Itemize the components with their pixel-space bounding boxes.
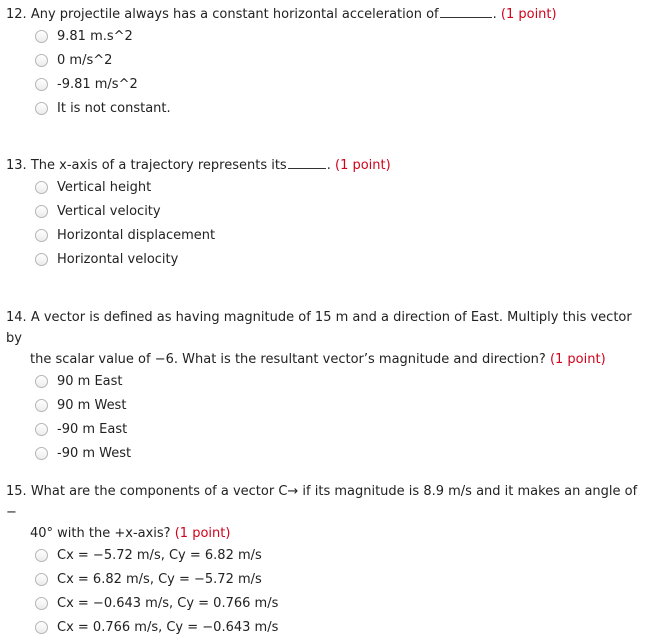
option-15-d[interactable] [6,616,646,640]
radio-button[interactable] [35,549,48,562]
question-13 [6,155,646,272]
option-label: Vertical height [57,180,152,195]
option-14-c[interactable] [6,418,646,442]
radio-button[interactable] [35,102,48,115]
option-label: 0 m/s^2 [57,53,113,68]
question-prompt-cont [6,349,646,370]
radio-button[interactable] [35,399,48,412]
question-text [6,307,646,370]
radio-button[interactable] [35,181,48,194]
option-13-a[interactable] [6,176,646,200]
radio-button[interactable] [35,78,48,91]
radio-button[interactable] [35,447,48,460]
option-12-b[interactable] [6,49,646,73]
option-label: Cx = 0.766 m/s, Cy = −0.643 m/s [57,620,279,635]
question-text [6,4,646,25]
option-13-b[interactable] [6,200,646,224]
option-14-a[interactable] [6,370,646,394]
option-12-a[interactable] [6,25,646,49]
option-15-b[interactable] [6,568,646,592]
radio-button[interactable] [35,229,48,242]
radio-button[interactable] [35,205,48,218]
option-15-a[interactable] [6,544,646,568]
option-15-c[interactable] [6,592,646,616]
question-number: 12. [6,7,27,22]
option-label: Vertical velocity [57,204,161,219]
answer-blank [440,5,492,18]
radio-button[interactable] [35,30,48,43]
option-13-d[interactable] [6,248,646,272]
option-label: 90 m East [57,374,123,389]
question-text [6,155,646,176]
option-label: Horizontal displacement [57,228,216,243]
punctuation: . [492,7,497,22]
radio-button[interactable] [35,375,48,388]
answer-blank [288,156,326,169]
question-number: 15. [6,484,27,499]
radio-button[interactable] [35,54,48,67]
punctuation: . [326,158,331,173]
option-label: 9.81 m.s^2 [57,29,133,44]
option-12-d[interactable] [6,97,646,121]
question-number: 14. [6,310,27,325]
option-13-c[interactable] [6,224,646,248]
option-label: Cx = 6.82 m/s, Cy = −5.72 m/s [57,572,262,587]
option-14-d[interactable] [6,442,646,466]
question-15 [6,481,646,640]
question-text [6,481,646,544]
question-prompt-line2: 40° with the +x-axis? [30,526,171,541]
option-12-c[interactable] [6,73,646,97]
radio-button[interactable] [35,423,48,436]
question-prompt: Any projectile always has a constant horizontal acceleration of [30,7,439,22]
option-label: -90 m West [57,446,132,461]
question-prompt: What are the components of a vector C→ if its magnitude is 8.9 m/s and it makes an angle of − [6,484,638,520]
points-label: (1 point) [174,526,231,541]
question-12 [6,4,646,121]
points-label: (1 point) [500,7,557,22]
option-14-b[interactable] [6,394,646,418]
question-prompt: A vector is defined as having magnitude of 15 m and a direction of East. Multiply this vector by [6,310,632,346]
option-label: -9.81 m/s^2 [57,77,138,92]
option-label: 90 m West [57,398,127,413]
question-prompt: The x-axis of a trajectory represents its [30,158,287,173]
option-label: Cx = −5.72 m/s, Cy = 6.82 m/s [57,548,262,563]
points-label: (1 point) [335,158,391,173]
radio-button[interactable] [35,253,48,266]
option-label: It is not constant. [57,101,171,116]
question-prompt-cont [6,523,646,544]
option-label: Horizontal velocity [57,252,179,267]
question-number: 13. [6,158,27,173]
radio-button[interactable] [35,597,48,610]
radio-button[interactable] [35,573,48,586]
points-label: (1 point) [549,352,606,367]
question-14 [6,307,646,466]
option-label: Cx = −0.643 m/s, Cy = 0.766 m/s [57,596,279,611]
question-prompt-line2: the scalar value of −6. What is the resultant vector’s magnitude and direction? [30,352,546,367]
radio-button[interactable] [35,621,48,634]
option-label: -90 m East [57,422,128,437]
